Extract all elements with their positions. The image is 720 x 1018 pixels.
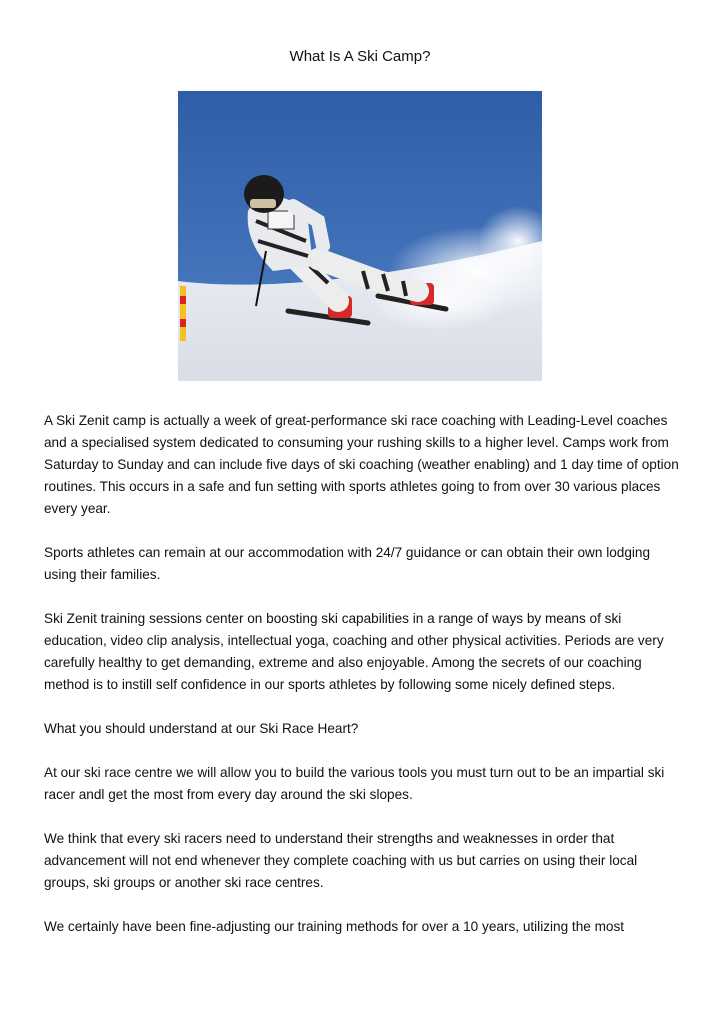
article-body bbox=[44, 410, 684, 960]
page-title: What Is A Ski Camp? bbox=[289, 48, 431, 65]
paragraph: We certainly have been fine-adjusting our training methods for over a 10 years, utilizing the most bbox=[44, 919, 625, 934]
paragraph: What you should understand at our Ski Race Heart? bbox=[44, 721, 359, 736]
paragraph: Ski Zenit training sessions center on boosting ski capabilities in a range of ways by means of ski education, video clip analysis, intellectual yoga, coaching and other physical activities. Periods are very carefully healthy to get demanding, extreme and also enjoyable. Among the secrets of our coaching method is to instill self confidence in our sports athletes by following some nicely defined steps. bbox=[44, 611, 664, 692]
paragraph: At our ski race centre we will allow you to build the various tools you must turn out to be an impartial ski racer andl get the most from every day around the ski slopes. bbox=[44, 765, 665, 802]
paragraph: Sports athletes can remain at our accommodation with 24/7 guidance or can obtain their own lodging using their families. bbox=[44, 545, 651, 582]
paragraph: We think that every ski racers need to understand their strengths and weaknesses in order that advancement will not end whenever they complete coaching with us but carries on using their local groups, ski groups or another ski race centres. bbox=[44, 831, 638, 890]
paragraph: A Ski Zenit camp is actually a week of great-performance ski race coaching with Leading-Level coaches and a specialised system dedicated to consuming your rushing skills to a higher level. Camps work from Saturday to Sunday and can include five days of ski coaching (weather enabling) and 1 day time of option routines. This occurs in a safe and fun setting with sports athletes going to from over 30 various places every year. bbox=[44, 413, 679, 516]
skier-photo bbox=[178, 91, 542, 381]
